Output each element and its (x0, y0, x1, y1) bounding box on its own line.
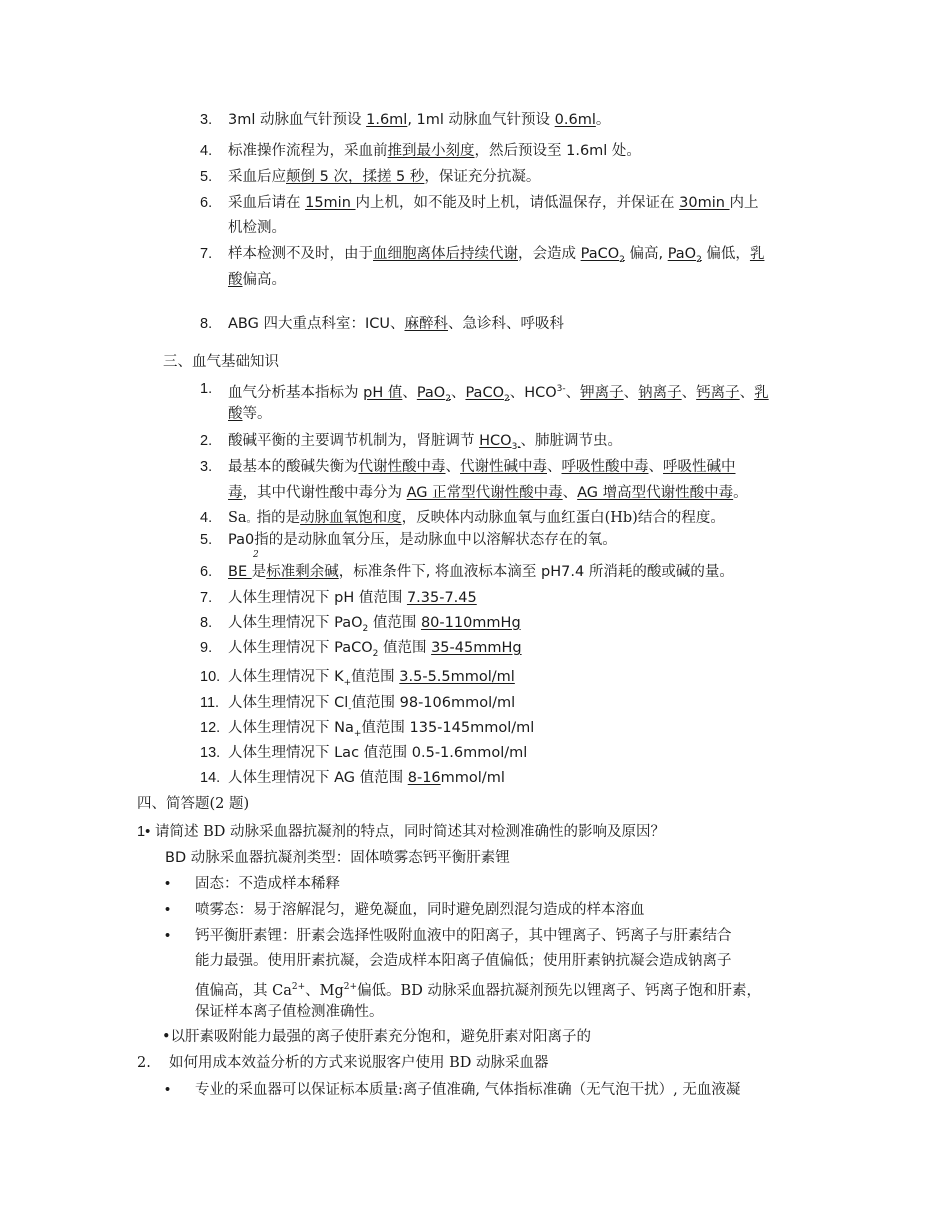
text: 、Mg (305, 982, 344, 999)
subscript: 2 (362, 623, 369, 634)
question-text: 请简述 BD 动脉采血器抗凝剂的特点，同时简述其对检测准确性的影响及原因？ (155, 824, 665, 840)
text: 3ml 动脉血气针预设 (228, 112, 367, 128)
item-number: 12. (200, 720, 221, 736)
text: 采血后请在 (228, 195, 306, 211)
text: 值范围 (368, 615, 421, 631)
subscript: 2 (696, 254, 702, 265)
bullet-text: 钙平衡肝素锂：肝素会选择性吸附血液中的阳离子，其中锂离子、钙离子与肝素结合 (195, 928, 732, 944)
question-number: 1• (137, 824, 151, 840)
subscript: 2 (253, 550, 259, 560)
text: HCO (479, 433, 512, 449)
text: 、 (445, 459, 460, 475)
text: 人体生理情况下 K (228, 669, 344, 685)
text: PaO (416, 384, 446, 401)
underlined-text: 毒 (228, 485, 243, 501)
text: 人体生理情况下 AG 值范围 (228, 770, 408, 786)
item-number: 7. (200, 590, 213, 606)
item-number: 5. (200, 532, 213, 548)
item-number: 10. (200, 669, 221, 685)
superscript: 2+ (343, 982, 358, 992)
text: 值偏高，其 Ca (195, 982, 292, 999)
bullet-icon: • (165, 928, 171, 944)
text: ABG 四大重点科室：ICU、 (228, 316, 405, 332)
underlined-text: 麻醉科 (404, 316, 448, 332)
subscript: + (353, 728, 362, 739)
bullet-text: 喷雾态：易于溶解混匀，避免凝血，同时避免剧烈混匀造成的样本溶血 (195, 902, 645, 918)
section-four-heading: 四、简答题(2 题) (137, 796, 250, 812)
item-number: 7. (200, 246, 213, 262)
underlined-text: 钠离子 (638, 384, 682, 401)
subscript: 2 (619, 254, 625, 265)
text: 人体生理情况下 pH 值范围 (228, 590, 407, 606)
text: 指的是动脉血氧分压，是动脉血中以溶解状态存在的氧。 (254, 532, 617, 548)
subscript: 3- (511, 441, 521, 452)
text: 值范围 98-106mmol/ml (351, 695, 516, 711)
item-number: 11. (200, 695, 220, 711)
underlined-value: 1.6ml (366, 112, 408, 128)
paco2-label (465, 384, 510, 404)
bullet-heparin-line3 (195, 977, 761, 1001)
text: mmol/ml (440, 770, 505, 786)
hco3-label (479, 433, 521, 452)
text: 、 (450, 384, 466, 401)
item-number: 2. (200, 433, 213, 449)
text: 、HCO (509, 384, 557, 401)
underlined-text: 代谢性碱中毒 (460, 459, 547, 475)
underlined-value: 15min (305, 195, 356, 211)
underlined-text: 钾离子 (580, 384, 624, 401)
item-number: 13. (200, 745, 221, 761)
underlined-text: 颠倒 5 次，揉搓 5 秒 (286, 169, 425, 185)
superscript: 2+ (291, 982, 306, 992)
text: 人体生理情况下 Cl (228, 695, 349, 711)
text: 、 (623, 384, 639, 401)
subscript: 2 (503, 393, 510, 404)
underlined-value: 3.5-5.5mmol/ml (399, 669, 515, 685)
underlined-text: 呼吸性碱中 (663, 459, 736, 475)
underlined-value: 0.6ml (554, 112, 596, 128)
pao2-label (416, 384, 451, 404)
text: 、 (402, 384, 417, 401)
text: 值范围 (351, 669, 400, 685)
underlined-text: AG 正常型代谢性酸中毒 (406, 485, 563, 501)
tail-line: •以肝素吸附能力最强的离子使肝素充分饱和，避免肝素对阳离子的 (162, 1029, 592, 1045)
text: 标准操作流程为，采血前 (228, 143, 388, 159)
bullet-icon: • (165, 902, 171, 918)
text: 、 (547, 459, 562, 475)
item-number: 9. (200, 640, 213, 656)
s3-item-3-continued (228, 483, 748, 503)
underlined-text: 标准剩余碱 (266, 564, 339, 580)
bullet-heparin-line2: 能力最强。使用肝素抗凝，会造成样本阳离子值偏低；使用肝素钠抗凝会造成钠离子 (195, 953, 732, 969)
item-number: 3. (200, 459, 213, 475)
subscript: 2 (372, 648, 379, 659)
text: ，然后预设至 1.6ml 处。 (474, 143, 641, 159)
text: 、 (565, 384, 581, 401)
item-7-continued (228, 270, 286, 290)
underlined-text: BE (228, 564, 252, 580)
subscript: - (348, 703, 352, 714)
underlined-text: 呼吸性酸中毒 (561, 459, 649, 475)
paco2-label (580, 246, 625, 265)
text: 内上 (729, 195, 759, 211)
question-text: 如何用成本效益分析的方式来说服客户使用 BD 动脉采血器 (169, 1055, 549, 1071)
underlined-text: 酸 (228, 406, 243, 422)
superscript: 3- (556, 384, 566, 394)
section-three-heading: 三、血气基础知识 (163, 354, 279, 370)
bullet-text: 固态：不造成样本稀释 (195, 876, 340, 892)
text: 。 (246, 514, 257, 525)
text: 等。 (242, 406, 272, 422)
text: 偏低， (701, 246, 750, 262)
subscript: 2 (445, 393, 451, 404)
item-number: 1. (200, 381, 213, 397)
text: 、 (648, 459, 663, 475)
text: 值范围 (378, 640, 432, 656)
bullet-icon: • (165, 1082, 171, 1098)
text: 人体生理情况下 PaO (228, 615, 363, 631)
item-number: 6. (200, 564, 213, 580)
subscript: + (343, 677, 352, 688)
underlined-text: 钙离子 (696, 384, 740, 401)
text: 内上机，如不能及时上机，请低温保存，并保证在 (355, 195, 680, 211)
text: ，其中代谢性酸中毒分为 (242, 485, 407, 501)
text: 、急诊科、呼吸科 (447, 316, 564, 332)
item-number: 4. (200, 510, 213, 526)
item-number: 8. (200, 316, 213, 332)
underlined-value: 30min (679, 195, 730, 211)
s3-item-1-continued (228, 404, 272, 424)
underlined-text: AG 增高型代谢性酸中毒 (577, 485, 734, 501)
pao2-label (667, 246, 702, 265)
text: PaCO (580, 246, 620, 262)
underlined-value: 35-45mmHg (431, 640, 522, 656)
text: 最基本的酸碱失衡为 (228, 459, 359, 475)
text: 偏低。BD 动脉采血器抗凝剂预先以锂离子、钙离子饱和肝素， (357, 982, 761, 999)
text: 是 (251, 564, 267, 580)
text: PaCO (465, 384, 504, 401)
text: 、 (681, 384, 697, 401)
underlined-value: 8-16 (407, 770, 441, 786)
bullet-text: 专业的采血器可以保证标本质量:离子值准确, 气体指标准确（无气泡干扰）, 无血液凝 (195, 1082, 741, 1098)
bullet-icon: • (165, 876, 171, 892)
text: ，标准条件下, 将血液标本滴至 pH7.4 所消耗的酸或碱的量。 (338, 564, 734, 580)
text: 采血后应 (228, 169, 286, 185)
underlined-text: 动脉血氧饱和度 (300, 510, 402, 526)
underlined-text: 血细胞离体后持续代谢 (373, 246, 518, 262)
text: 人体生理情况下 Na (228, 720, 354, 736)
underlined-text: pH 值 (363, 384, 403, 401)
item-number: 5. (200, 169, 213, 185)
item-number: 6. (200, 195, 213, 211)
text: 酸碱平衡的主要调节机制为，肾脏调节 (228, 433, 480, 449)
text: 。 (595, 112, 611, 128)
underlined-text: 乳 (754, 384, 769, 401)
item-number: 3. (200, 112, 213, 128)
underlined-value: 7.35-7.45 (406, 590, 477, 606)
underlined-value: 80-110mmHg (420, 615, 521, 631)
anticoagulant-type: BD 动脉采血器抗凝剂类型：固体喷雾态钙平衡肝素锂 (165, 850, 510, 866)
text: ，会造成 (518, 246, 581, 262)
text: 血气分析基本指标为 (228, 384, 364, 401)
text: ，反映体内动脉血氧与血红蛋白(Hb)结合的程度。 (401, 510, 725, 526)
underlined-text: 推到最小刻度 (387, 143, 475, 159)
text: Sa (228, 510, 247, 526)
text: 、 (739, 384, 755, 401)
text: Pa0 (228, 532, 255, 548)
text: 指的是 (256, 510, 301, 526)
underlined-text: 代谢性酸中毒 (358, 459, 446, 475)
underlined-text: 乳 (749, 246, 765, 262)
text: , 1ml 动脉血气针预设 (407, 112, 555, 128)
bullet-heparin-line4: 保证样本离子值检测准确性。 (195, 1004, 384, 1020)
text: 样本检测不及时，由于 (228, 246, 373, 262)
question-number: 2. (137, 1055, 151, 1071)
item-number: 4. (200, 143, 213, 159)
text: 、肺脏调节虫。 (520, 433, 623, 449)
text: 偏高。 (242, 272, 286, 288)
item-number: 8. (200, 615, 213, 631)
text: 人体生理情况下 PaCO (228, 640, 373, 656)
item-6-continued: 机检测。 (228, 220, 286, 236)
text: 、 (562, 485, 578, 501)
text: 人体生理情况下 Lac 值范围 0.5-1.6mmol/ml (228, 745, 528, 761)
text: 。 (733, 485, 748, 501)
underlined-text: 酸 (228, 272, 243, 288)
item-number: 14. (200, 770, 221, 786)
text: ，保证充分抗凝。 (424, 169, 541, 185)
text: 偏高, (624, 246, 668, 262)
text: PaO (667, 246, 697, 262)
text: 值范围 135-145mmol/ml (361, 720, 535, 736)
